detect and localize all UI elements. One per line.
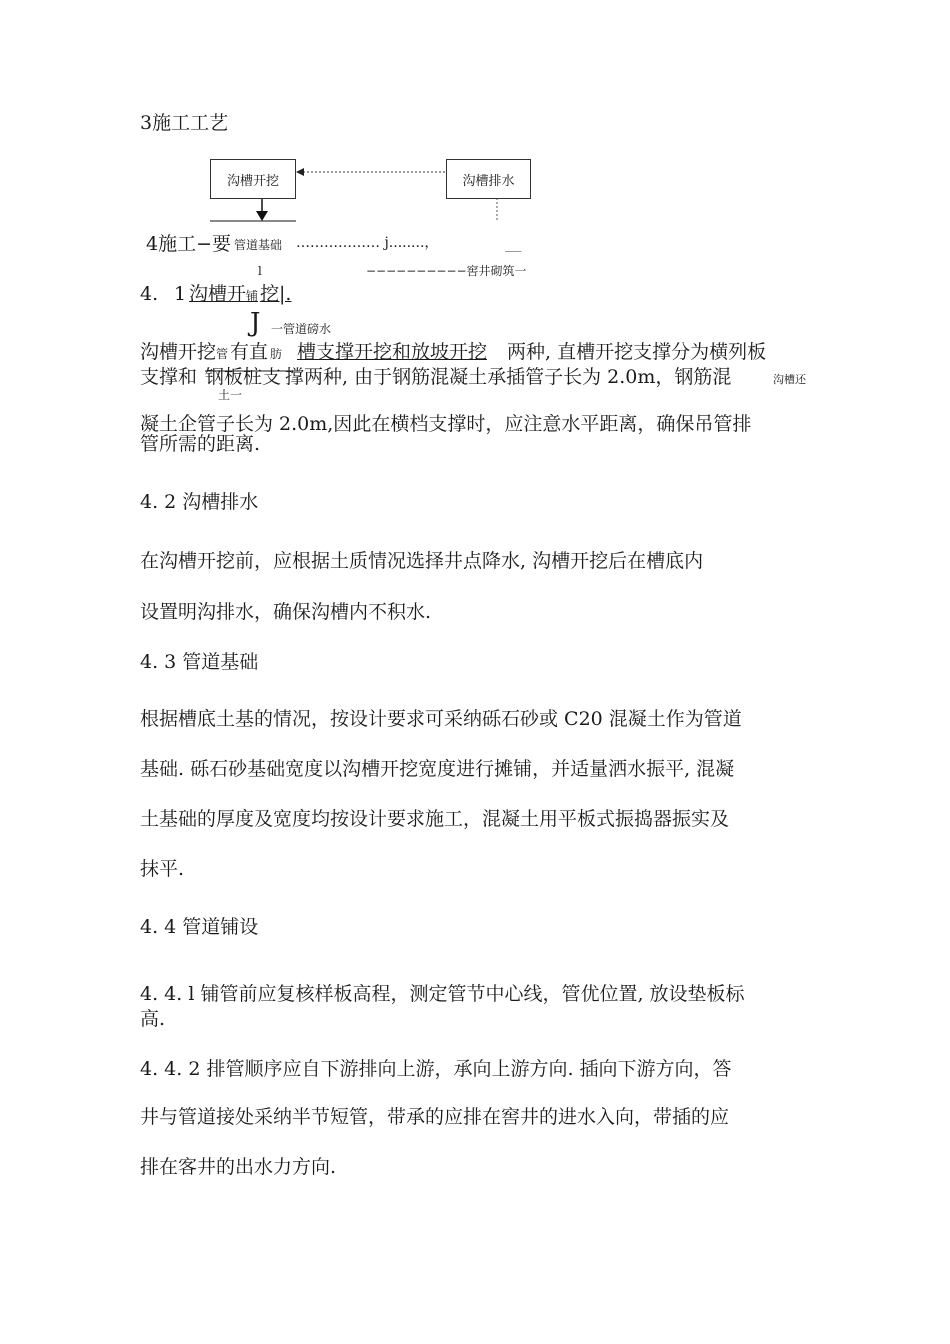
p41-line1-a: 沟槽开挖 — [140, 341, 217, 363]
p43-line4: 抹平. — [140, 858, 185, 880]
flow-dotted-leader: ……………… j........， — [296, 235, 439, 251]
p42-line2: 设置明沟排水，确保沟槽内不积水. — [140, 601, 432, 623]
h41-number: 4. — [140, 283, 159, 305]
h43-heading: 4. 3 管道基础 — [140, 651, 259, 673]
p41-line2-b: 钢板桩支 — [205, 366, 282, 388]
h42-heading: 4. 2 沟槽排水 — [140, 491, 259, 513]
arrow-down-icon — [256, 211, 268, 221]
p441-line1: 4. 4. l 铺管前应复核样板高程，测定管节中心线，管优位置, 放设垫板标 — [140, 983, 745, 1005]
h44-heading: 4. 4 管道铺设 — [140, 916, 259, 938]
h41-title-small: 铺 — [246, 289, 259, 303]
p41-line2-a: 支撑和 — [140, 366, 198, 388]
small-trench-label: 沟槽还 — [773, 373, 806, 386]
p43-line1: 根据槽底土基的情况，按设计要求可采纳砾石砂或 C20 混凝土作为管道 — [140, 708, 742, 730]
p41-line4: 管所需的距离. — [140, 433, 261, 455]
flow-foundation-label: 管道基础 — [234, 238, 283, 252]
flow-dash-tail: ___ — [505, 239, 522, 252]
h41-title-b: 挖|. — [260, 283, 292, 305]
h41-index: 1 — [174, 283, 187, 305]
p43-line3: 土基础的厚度及宽度均按设计要求施工，混凝土用平板式振捣器振实及 — [140, 808, 730, 830]
flow-big-j: J — [250, 308, 261, 338]
p43-line2: 基础. 砾石砂基础宽度以沟槽开挖宽度进行摊铺，并适量洒水振平, 混凝 — [140, 758, 735, 780]
flow-box-excavation: 沟槽开挖 — [210, 159, 296, 199]
p442-line3: 排在客井的出水力方向. — [140, 1156, 337, 1178]
flow-bracket: l — [258, 264, 262, 278]
p441-line2: 高. — [140, 1008, 166, 1030]
p41-line1-d: 肪 — [270, 347, 283, 361]
h41-title-a: 沟槽开 — [189, 283, 247, 305]
flow-box-drainage: 沟槽排水 — [446, 159, 531, 199]
p442-line1: 4. 4. 2 排管顺序应自下游排向上游，承向上游方向. 插向下游方向，答 — [140, 1058, 732, 1080]
p41-line2-c: 撑两种, 由于钢筋混凝土承插管子长为 2.0m，钢筋混 — [285, 366, 732, 388]
section-3-heading: 3施工工艺 — [140, 112, 229, 134]
small-tu-label: 土一 — [218, 388, 243, 402]
p41-line1-c: 有直 — [230, 341, 269, 363]
flow-row4-prefix: 4施工−要 — [146, 233, 232, 255]
p41-line3: 凝土企管子长为 2.0m,因此在横档支撑时，应注意水平距离，确保吊管排 — [140, 413, 752, 435]
p442-line2: 井与管道接处采纳半节短管，带承的应排在窖井的进水入向，带插的应 — [140, 1106, 730, 1128]
p42-line1: 在沟槽开挖前，应根据土质情况选择井点降水, 沟槽开挖后在槽底内 — [140, 550, 704, 572]
p41-line1-b: 管 — [216, 347, 229, 361]
p41-line1-f: 两种, 直槽开挖支撑分为横列板 — [507, 341, 767, 363]
flow-pipe-laying-label: 一管道磅水 — [271, 322, 332, 336]
p41-line1-e: 槽支撑开挖和放坡开挖 — [297, 341, 488, 363]
arrow-left-icon — [296, 168, 304, 176]
flow-manhole-label: −−−−−−−−−−窖井砌筑一 — [366, 264, 527, 278]
